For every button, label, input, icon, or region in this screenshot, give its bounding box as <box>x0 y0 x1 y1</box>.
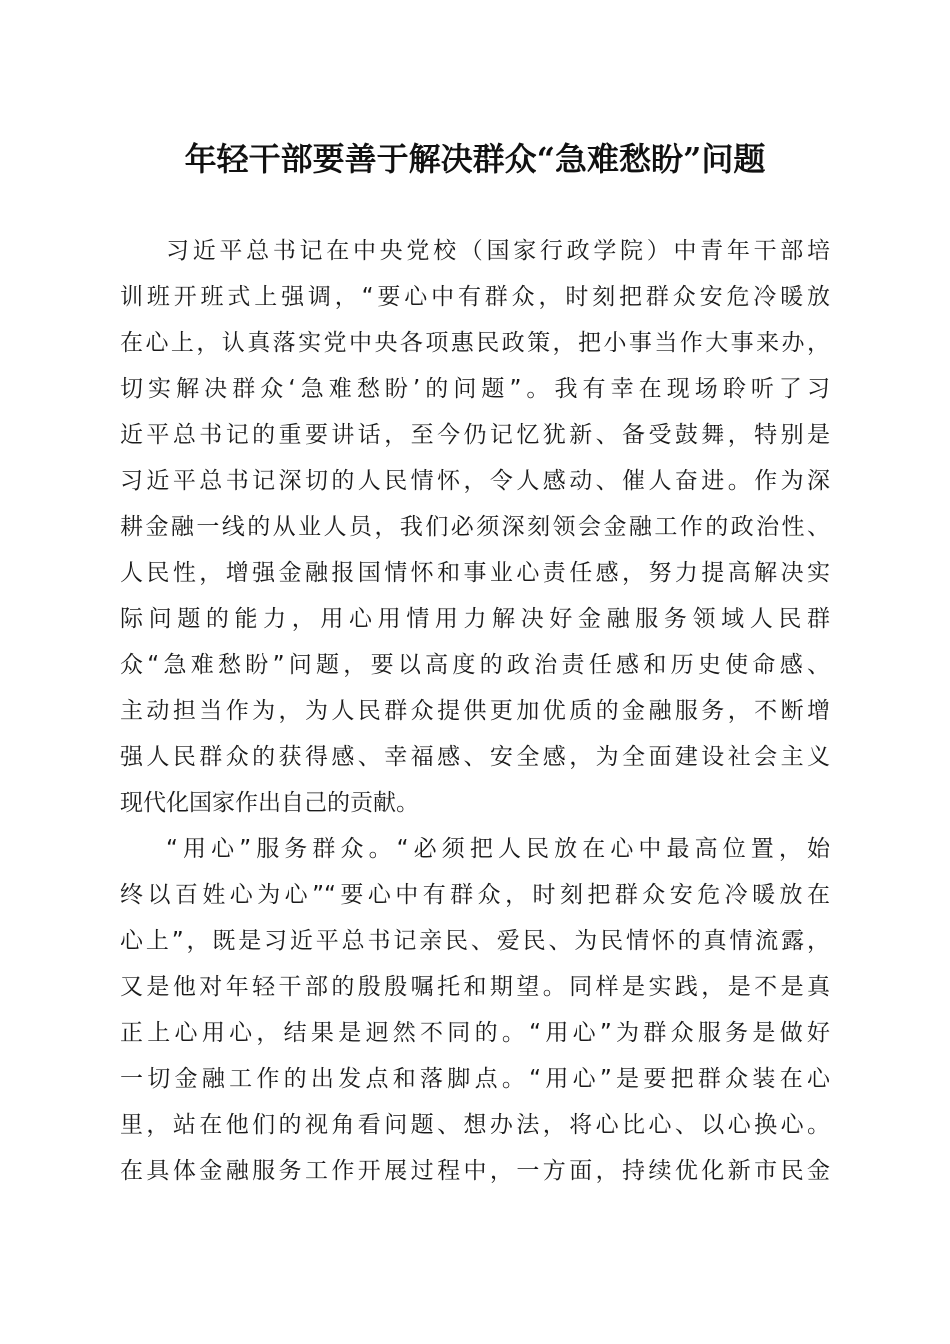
text-line: “用心”服务群众。“必须把人民放在心中最高位置，始 <box>166 836 830 862</box>
text-line: 众“急难愁盼”问题，要以高度的政治责任感和历史使命感、 <box>120 652 830 678</box>
text-line: 际问题的能力，用心用情用力解决好金融服务领域人民群 <box>120 606 830 632</box>
text-line: 切实解决群众‘急难愁盼’的问题”。我有幸在现场聆听了习 <box>120 376 830 402</box>
paragraph-2 <box>120 826 830 1194</box>
text-line: 强人民群众的获得感、幸福感、安全感，为全面建设社会主义 <box>120 744 830 770</box>
text-line: 习近平总书记深切的人民情怀，令人感动、催人奋进。作为深 <box>120 468 830 494</box>
text-line: 又是他对年轻干部的殷殷嘱托和期望。同样是实践，是不是真 <box>120 974 830 1000</box>
text-line: 一切金融工作的出发点和落脚点。“用心”是要把群众装在心 <box>120 1066 830 1092</box>
text-line: 正上心用心，结果是迥然不同的。“用心”为群众服务是做好 <box>120 1020 830 1046</box>
document-title: 年轻干部要善于解决群众“急难愁盼”问题 <box>184 140 766 178</box>
text-line: 心上”，既是习近平总书记亲民、爱民、为民情怀的真情流露， <box>120 928 830 954</box>
paragraph-1 <box>120 228 830 826</box>
text-line: 在具体金融服务工作开展过程中，一方面，持续优化新市民金 <box>120 1158 830 1184</box>
text-line: 终以百姓心为心”“要心中有群众，时刻把群众安危冷暖放在 <box>120 882 830 908</box>
text-line: 习近平总书记在中央党校（国家行政学院）中青年干部培 <box>166 238 830 264</box>
text-line: 现代化国家作出自己的贡献。 <box>120 790 419 816</box>
document-body <box>120 228 830 1194</box>
text-line: 主动担当作为，为人民群众提供更加优质的金融服务，不断增 <box>120 698 830 724</box>
text-line: 训班开班式上强调，“要心中有群众，时刻把群众安危冷暖放 <box>120 284 830 310</box>
text-line: 近平总书记的重要讲话，至今仍记忆犹新、备受鼓舞，特别是 <box>120 422 830 448</box>
text-line: 耕金融一线的从业人员，我们必须深刻领会金融工作的政治性、 <box>120 514 830 540</box>
text-line: 里，站在他们的视角看问题、想办法，将心比心、以心换心。 <box>120 1112 830 1138</box>
text-line: 人民性，增强金融报国情怀和事业心责任感，努力提高解决实 <box>120 560 830 586</box>
text-line: 在心上，认真落实党中央各项惠民政策，把小事当作大事来办， <box>120 330 830 356</box>
